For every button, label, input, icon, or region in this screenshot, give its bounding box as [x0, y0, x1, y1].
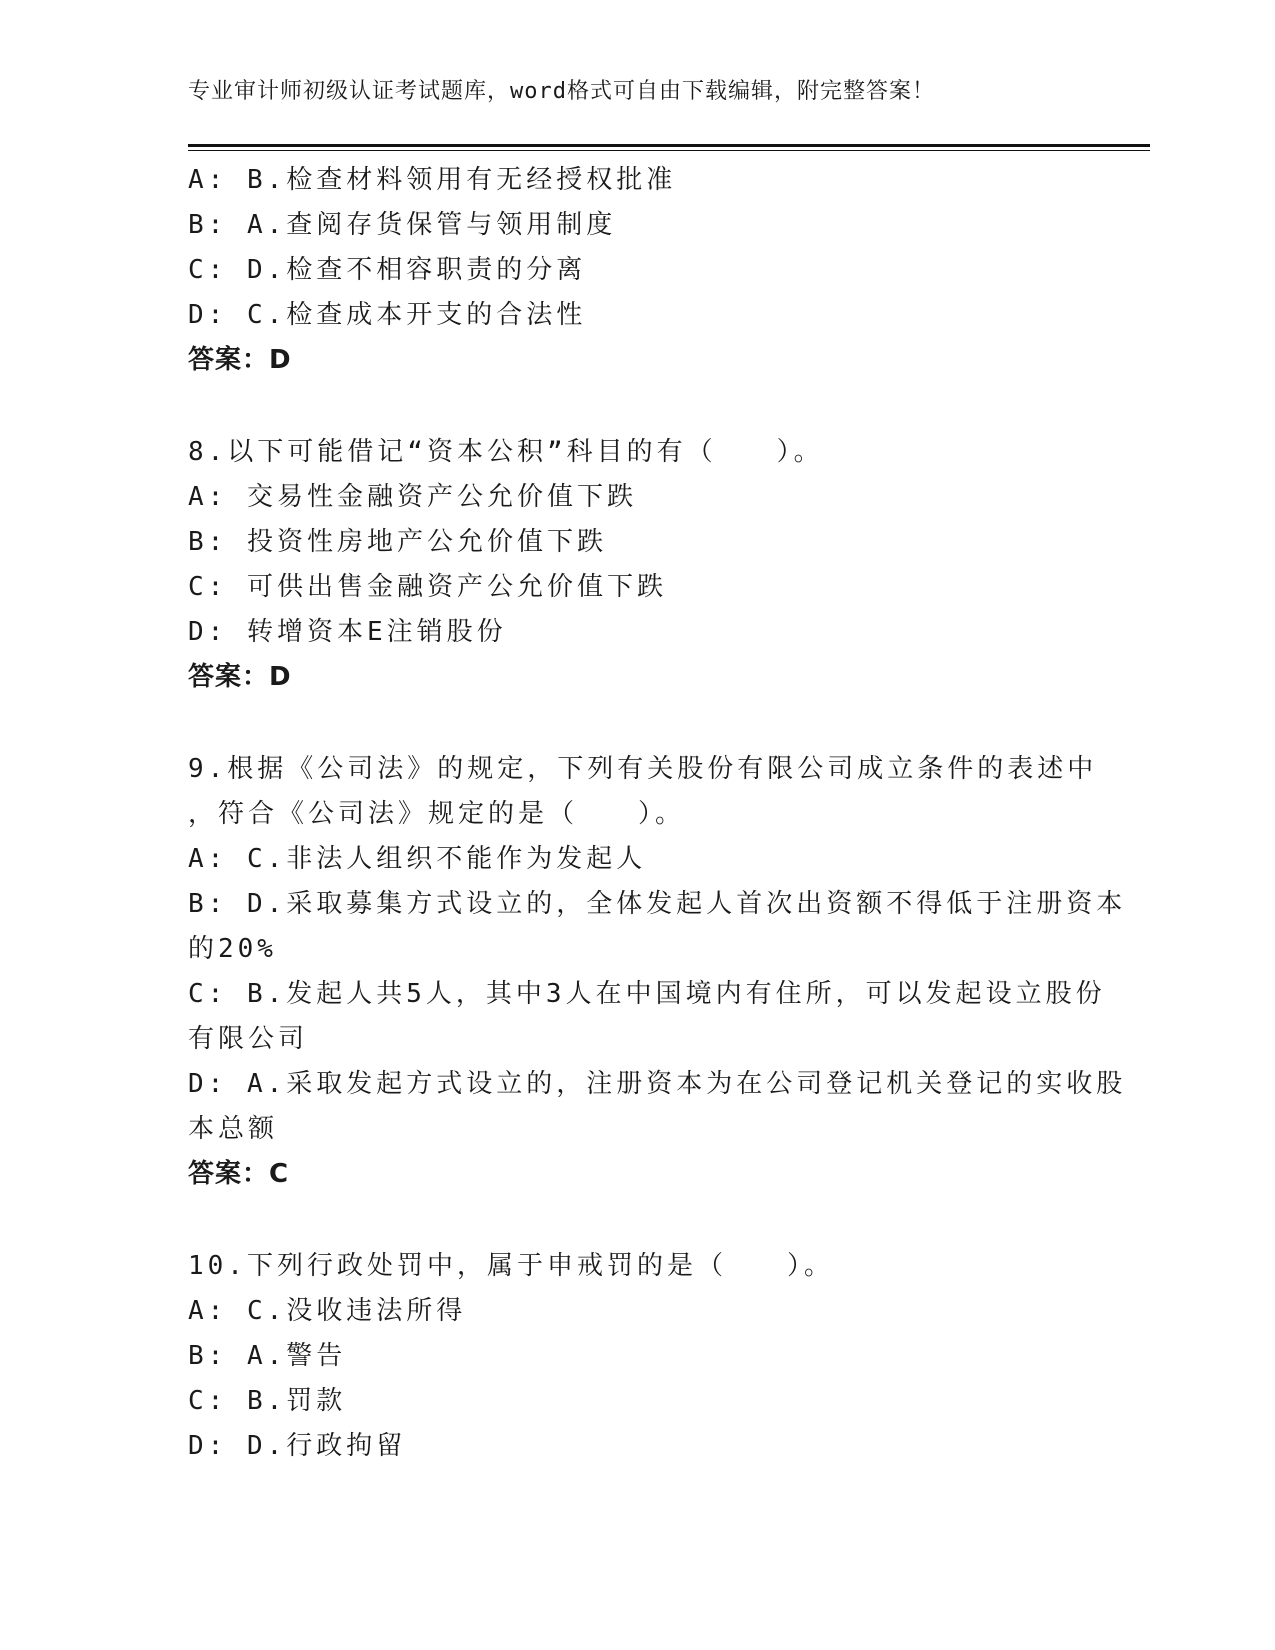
- option-b: B: A.查阅存货保管与领用制度: [188, 210, 617, 240]
- option-b: B: 投资性房地产公允价值下跌: [188, 527, 607, 557]
- question-text: 9.根据《公司法》的规定，下列有关股份有限公司成立条件的表述中: [188, 754, 1098, 784]
- question-content: [188, 158, 1127, 1469]
- option-d: D: 转增资本E注销股份: [188, 617, 507, 647]
- option-c: C: B.发起人共5人，其中3人在中国境内有住所，可以发起设立股份: [188, 979, 1106, 1009]
- question-text-cont: ，符合《公司法》规定的是（ ）。: [188, 799, 686, 829]
- answer: 答案：C: [188, 1159, 290, 1189]
- page-header: 专业审计师初级认证考试题库，word格式可自由下载编辑，附完整答案！: [188, 79, 935, 104]
- header-rule-thin: [188, 150, 1150, 151]
- option-c: C: 可供出售金融资产公允价值下跌: [188, 572, 667, 602]
- question-7: [188, 158, 1088, 383]
- question-8: [188, 430, 1088, 700]
- option-c-cont: 有限公司: [188, 1024, 309, 1054]
- question-10: [188, 1244, 1088, 1469]
- option-b: B: D.采取募集方式设立的，全体发起人首次出资额不得低于注册资本: [188, 889, 1127, 919]
- option-a: A: B.检查材料领用有无经授权批准: [188, 165, 677, 195]
- header-rule-thick: [188, 144, 1150, 147]
- option-b-cont: 的20%: [188, 934, 277, 964]
- option-a: A: C.非法人组织不能作为发起人: [188, 844, 647, 874]
- option-d: D: D.行政拘留: [188, 1431, 407, 1461]
- option-d-cont: 本总额: [188, 1114, 279, 1144]
- option-c: C: B.罚款: [188, 1386, 347, 1416]
- answer: 答案：D: [188, 662, 292, 692]
- question-text: 8.以下可能借记“资本公积”科目的有（ ）。: [188, 437, 824, 467]
- option-d: D: C.检查成本开支的合法性: [188, 300, 587, 330]
- option-c: C: D.检查不相容职责的分离: [188, 255, 587, 285]
- option-a: A: C.没收违法所得: [188, 1296, 467, 1326]
- question-text: 10.下列行政处罚中，属于申戒罚的是（ ）。: [188, 1251, 834, 1281]
- option-a: A: 交易性金融资产公允价值下跌: [188, 482, 637, 512]
- answer: 答案：D: [188, 345, 292, 375]
- question-9: [188, 747, 1127, 1197]
- option-d: D: A.采取发起方式设立的，注册资本为在公司登记机关登记的实收股: [188, 1069, 1127, 1099]
- option-b: B: A.警告: [188, 1341, 347, 1371]
